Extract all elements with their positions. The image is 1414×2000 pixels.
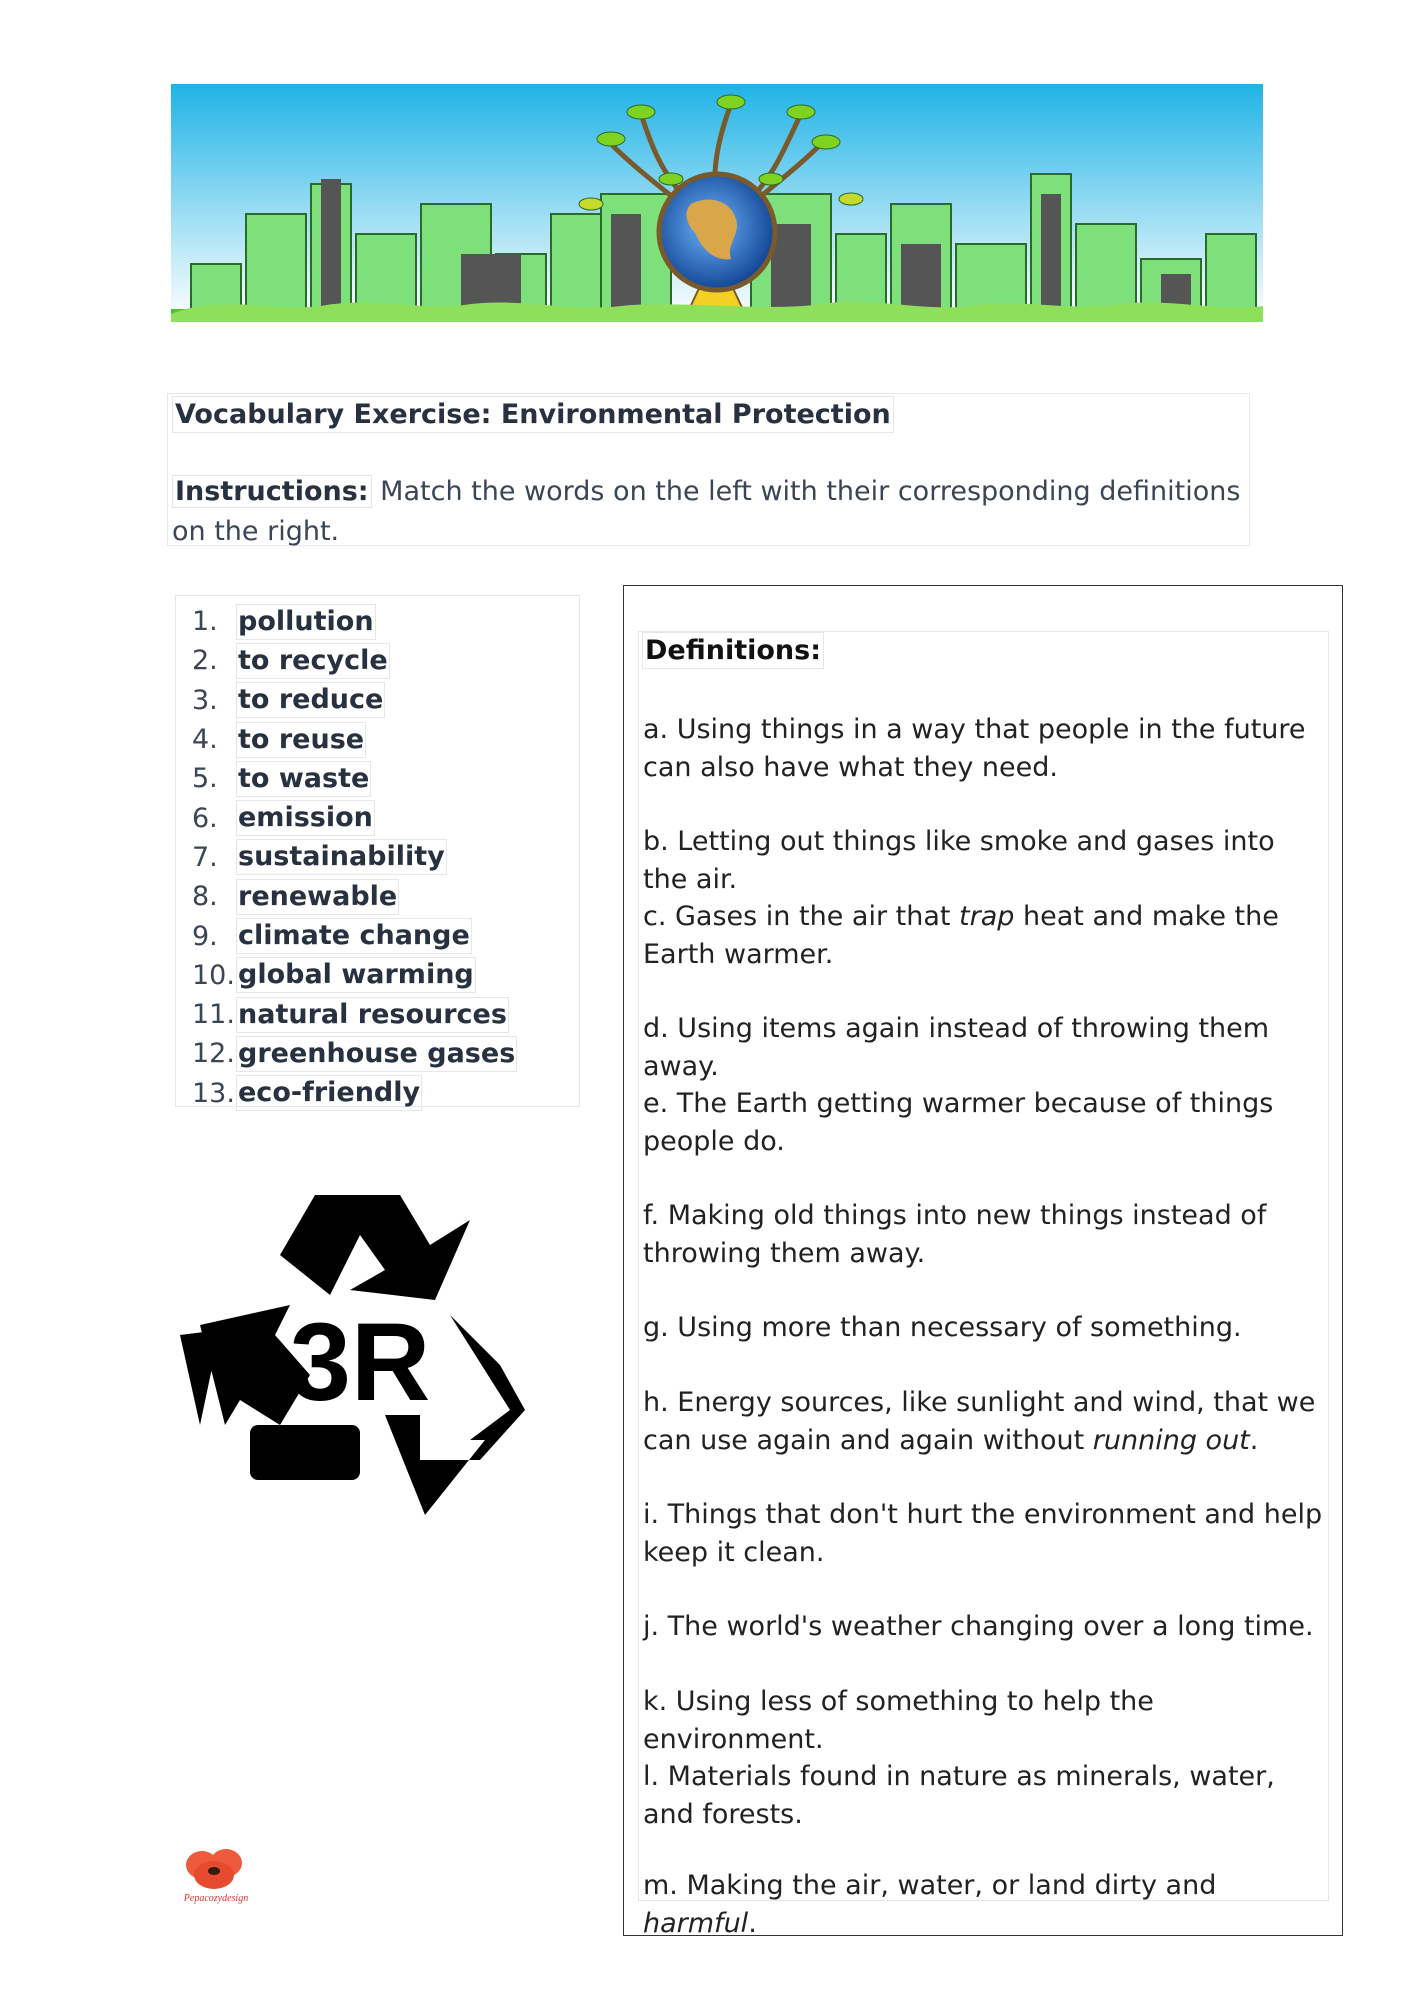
list-item [192, 641, 517, 680]
vocabulary-word: natural resources [236, 997, 509, 1033]
vocabulary-word: greenhouse gases [236, 1036, 517, 1072]
definitions-panel [623, 585, 1343, 1939]
word-list [192, 602, 517, 1113]
definition-j: j. The world's weather changing over a long time. [643, 1611, 1314, 1642]
list-item [192, 1034, 517, 1073]
item-number: 10. [192, 959, 235, 991]
item-number: 12. [192, 1038, 235, 1070]
vocabulary-word: sustainability [236, 839, 447, 875]
definition-b: b. Letting out things like smoke and gases into the air. [643, 826, 1275, 895]
definition-m: m. Making the air, water, or land dirty and harmful. [643, 1870, 1217, 1939]
vocabulary-word: renewable [236, 879, 399, 915]
definitions-inner [638, 631, 1329, 1939]
definition-d: d. Using items again instead of throwing them away. [643, 1013, 1270, 1082]
vocabulary-word: to reduce [236, 682, 385, 718]
definition-l: l. Materials found in nature as minerals, water, and forests. [643, 1761, 1275, 1830]
list-item [192, 995, 517, 1034]
definition-g: g. Using more than necessary of something. [643, 1312, 1242, 1343]
item-number: 13. [192, 1077, 235, 1109]
list-item [192, 681, 517, 720]
word-list-box [175, 595, 580, 1107]
list-item [192, 956, 517, 995]
list-item [192, 916, 517, 955]
vocabulary-word: eco-friendly [236, 1075, 422, 1111]
list-item [192, 720, 517, 759]
instructions [172, 472, 1247, 552]
definition-f: f. Making old things into new things instead of throwing them away. [643, 1200, 1267, 1269]
list-item [192, 838, 517, 877]
definition-i: i. Things that don't hurt the environment and help keep it clean. [643, 1499, 1323, 1568]
recycle-logo-text: 3R [289, 1301, 431, 1424]
item-number: 5. [192, 763, 218, 795]
item-number: 9. [192, 920, 218, 952]
exercise-header [167, 393, 1250, 546]
instructions-text: Match the words on the left with their corresponding definitions on the right. [172, 476, 1241, 547]
vocabulary-word: emission [236, 800, 375, 836]
item-number: 4. [192, 724, 218, 756]
list-item [192, 877, 517, 916]
list-item [192, 1074, 517, 1113]
vocabulary-word: to reuse [236, 722, 366, 758]
list-item [192, 759, 517, 798]
item-number: 2. [192, 645, 218, 677]
definition-c: c. Gases in the air that trap heat and make the Earth warmer. [643, 901, 1279, 970]
item-number: 7. [192, 841, 218, 873]
vocabulary-word: pollution [236, 604, 376, 640]
city-tree-banner [171, 84, 1263, 322]
item-number: 11. [192, 999, 235, 1031]
list-item [192, 798, 517, 837]
vocabulary-word: to recycle [236, 643, 390, 679]
item-number: 8. [192, 881, 218, 913]
definition-e: e. The Earth getting warmer because of things people do. [643, 1088, 1274, 1157]
item-number: 1. [192, 606, 218, 638]
vocabulary-word: to waste [236, 761, 371, 797]
designer-logo [180, 1845, 252, 1905]
list-item [192, 602, 517, 641]
definition-k: k. Using less of something to help the environment. [643, 1686, 1154, 1755]
definitions-title: Definitions: [642, 632, 824, 669]
vocabulary-word: climate change [236, 918, 472, 954]
definition-a: a. Using things in a way that people in the future can also have what they need. [643, 714, 1306, 783]
item-number: 6. [192, 802, 218, 834]
vocabulary-word: global warming [236, 957, 476, 993]
definition-h: h. Energy sources, like sunlight and wind, that we can use again and again without running out. [643, 1387, 1316, 1456]
page-title: Vocabulary Exercise: Environmental Protection [172, 396, 894, 433]
watermark-text: Pepacozydesign [183, 1893, 249, 1904]
recycle-3r-icon [180, 1185, 540, 1541]
instructions-label: Instructions: [172, 475, 372, 508]
item-number: 3. [192, 684, 218, 716]
